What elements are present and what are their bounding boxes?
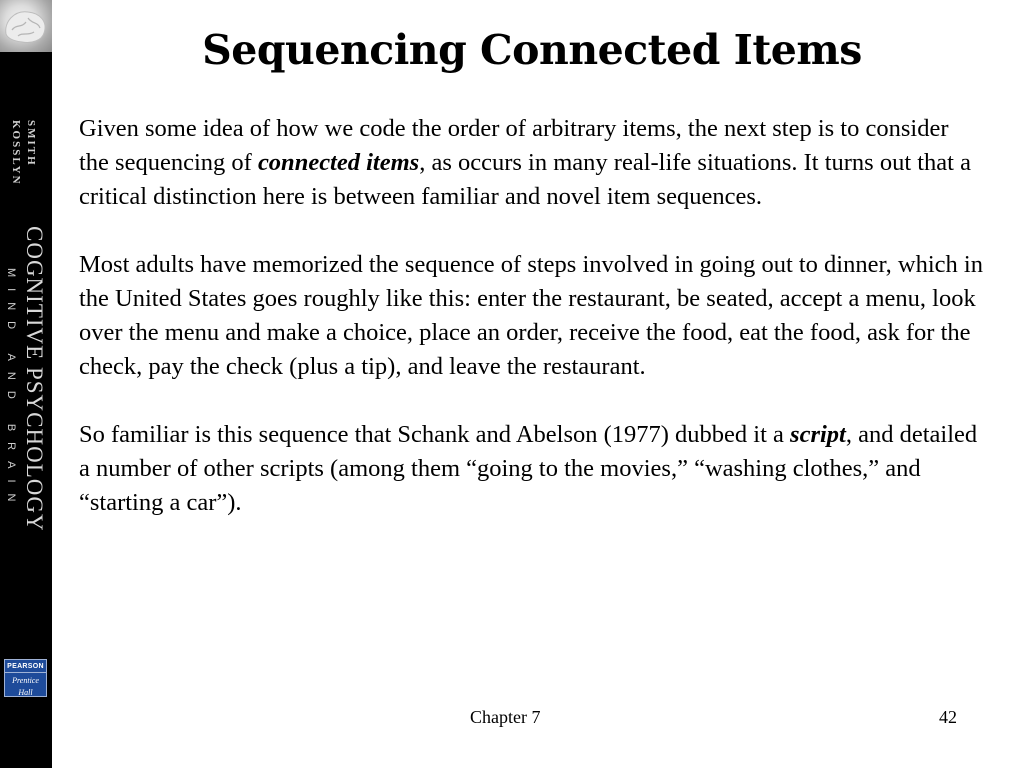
- slide-body: [79, 112, 984, 554]
- footer-page-number: 42: [939, 707, 957, 727]
- spine-book-title: COGNITIVE PSYCHOLOGY: [22, 226, 47, 532]
- paragraph-3: [79, 418, 984, 520]
- spine-author-kosslyn: KOSSLYN: [10, 120, 22, 186]
- publisher-name: PEARSON: [5, 660, 46, 673]
- paragraph-2: Most adults have memorized the sequence of steps involved in going out to dinner, which in the United States goes roughly like this: enter the restaurant, be seated, accept a menu, look over the menu and make a choice, place an order, receive the food, eat the food, ask for the check, pay the check (plus a tip), and leave the restaurant.: [79, 251, 983, 380]
- spine-book-subtitle: MIND AND BRAIN: [5, 268, 17, 513]
- slide-title: Sequencing Connected Items: [202, 26, 862, 74]
- publisher-imprint-line1: Prentice: [12, 676, 39, 685]
- term-connected-items: connected items: [257, 149, 420, 176]
- paragraph-3-text-after: , and detailed a number of other scripts (among them “going to the movies,” “washing clothes,” and “starting a car”).: [79, 421, 978, 516]
- publisher-imprint-line2: Hall: [18, 688, 33, 697]
- spine-authors: [7, 120, 47, 230]
- paragraph-1-text-before: Given some idea of how we code the order of arbitrary items, the next step is to consider the sequencing of: [79, 115, 949, 176]
- brain-photo-icon: [0, 0, 52, 52]
- footer-chapter-label: Chapter 7: [470, 707, 541, 727]
- spine-author-smith: SMITH: [25, 120, 37, 167]
- paragraph-1-text-after: , as occurs in many real-life situations. It turns out that a critical distinction here is between familiar and novel item sequences.: [79, 149, 971, 210]
- publisher-logo: [4, 659, 47, 697]
- paragraph-3-text-before: So familiar is this sequence that Schank and Abelson (1977) dubbed it a: [79, 421, 791, 448]
- term-script: script: [790, 421, 846, 448]
- paragraph-1: [79, 112, 984, 214]
- book-spine-strip: [0, 0, 52, 768]
